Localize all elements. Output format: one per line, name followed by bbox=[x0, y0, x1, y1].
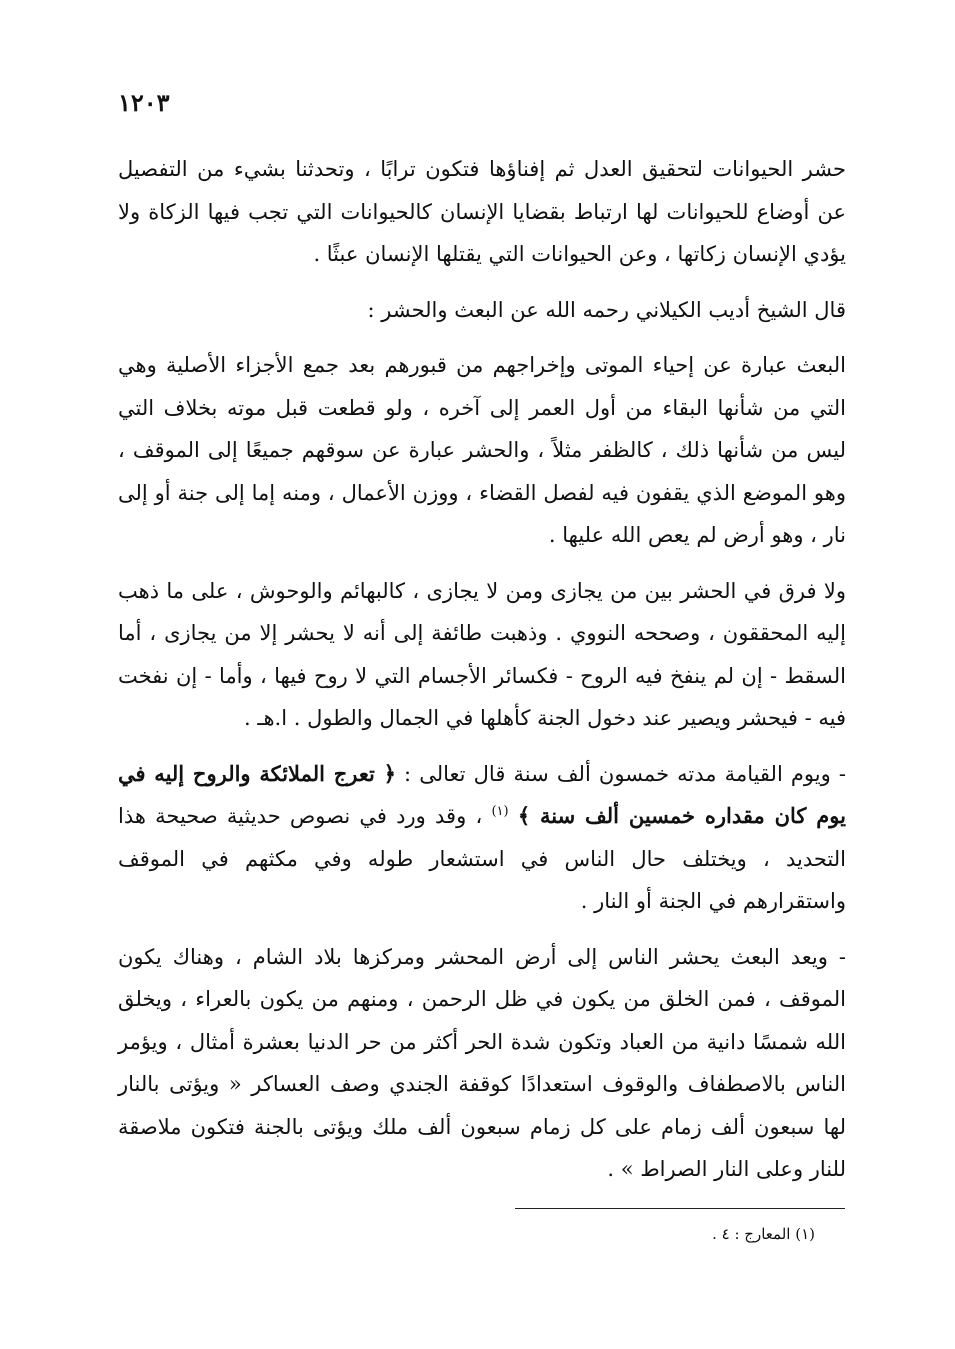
day-of-judgment-rest: ، وقد ورد في نصوص حديثية صحيحة هذا التحديد ، ويختلف حال الناس في استشعار طوله وفي مكثهم في الموقف واستقرارهم في الجنة أو النار . bbox=[118, 804, 846, 913]
paragraph-day-of-judgment bbox=[118, 753, 846, 923]
paragraph-animals-gathering: حشر الحيوانات لتحقيق العدل ثم إفناؤها فتكون ترابًا ، وتحدثنا بشيء من التفصيل عن أوضاع للحيوانات لها ارتباط بقضايا الإنسان كالحيوانات التي تجب فيها الزكاة ولا يؤدي الإنسان زكاتها ، وعن الحيوانات التي يقتلها الإنسان عبثًا . bbox=[118, 157, 846, 266]
main-text bbox=[118, 148, 846, 1191]
paragraph-gathering-place: - ويعد البعث يحشر الناس إلى أرض المحشر ومركزها بلاد الشام ، وهناك يكون الموقف ، فمن الخلق من يكون في ظل الرحمن ، ومنهم من يكون بالعراء ، ويخلق الله شمسًا دانية من العباد وتكون شدة الحر أكثر من حر الدنيا بعشرة أمثال ، ويؤمر الناس بالاصطفاف والوقوف استعدادًا كوقفة الجندي وصف العساكر « ويؤتى بالنار لها سبعون ألف زمام على كل زمام سبعون ألف ملك ويؤتى بالجنة فتكون ملاصقة للنار وعلى النار الصراط » . bbox=[118, 944, 846, 1181]
paragraph-sheikh-quote-intro: قال الشيخ أديب الكيلاني رحمه الله عن البعث والحشر : bbox=[367, 297, 846, 322]
footnote: (١) المعارج : ٤ . bbox=[712, 1225, 815, 1243]
footnote-divider bbox=[515, 1208, 845, 1209]
footnote-reference[interactable]: (١) bbox=[491, 804, 509, 819]
page-number: ١٢٠٣ bbox=[118, 88, 170, 117]
quran-verse-quote: ﴿ تعرج الملائكة والروح إليه في يوم كان مقداره خمسين ألف سنة ﴾ bbox=[118, 760, 846, 828]
day-of-judgment-intro: - ويوم القيامة مدته خمسون ألف سنة قال تعالى : bbox=[404, 761, 846, 786]
paragraph-gathering-difference: ولا فرق في الحشر بين من يجازى ومن لا يجازى ، كالبهائم والوحوش ، على ما ذهب إليه المحققون ، وصححه النووي . وذهبت طائفة إلى أنه لا يحشر إلا من يجازى ، أما السقط - إن لم ينفخ فيه الروح - فكسائر الأجسام التي لا روح فيها ، وأما - إن نفخت فيه - فيحشر ويصير عند دخول الجنة كأهلها في الجمال والطول . ا.هـ . bbox=[118, 578, 846, 730]
paragraph-resurrection-definition: البعث عبارة عن إحياء الموتى وإخراجهم من قبورهم بعد جمع الأجزاء الأصلية وهي التي من شأنها البقاء من أول العمر إلى آخره ، ولو قطعت قبل موته بخلاف التي ليس من شأنها ذلك ، كالظفر مثلاً ، والحشر عبارة عن سوقهم جميعًا إلى الموقف ، وهو الموضع الذي يقفون فيه لفصل القضاء ، ووزن الأعمال ، ومنه إما إلى جنة أو إلى نار ، وهو أرض لم يعص الله عليها . bbox=[118, 353, 846, 547]
